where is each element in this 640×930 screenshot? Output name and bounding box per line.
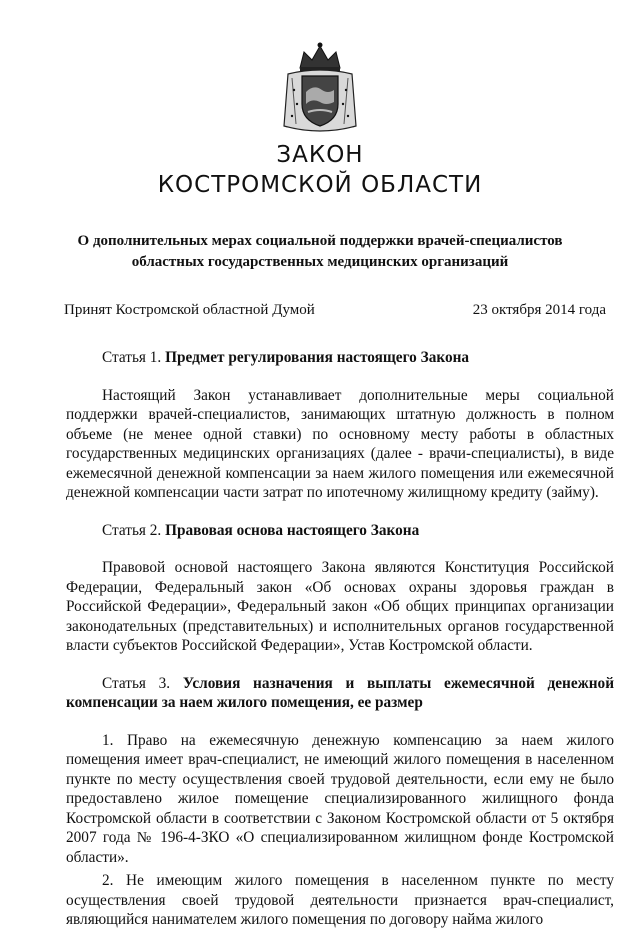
article-2-heading [66, 521, 614, 541]
adopted-date: 23 октября 2014 года [472, 302, 606, 318]
article-2-paragraph: Правовой основой настоящего Закона являются Конституция Российской Федерации, Федеральный закон «Об основах охраны здоровья граждан в Российской Федерации», Федеральный закон «Об общих принципах организации законодательных (представительных) и исполнительных органов государственной власти субъектов Российской Федерации», Устав Костромской области. [66, 559, 614, 654]
subtitle-line2: областных государственных медицинских организаций [131, 254, 509, 270]
coat-of-arms-icon [270, 40, 370, 140]
article-1-heading [66, 348, 614, 368]
article-3-paragraph-2: 2. Не имеющим жилого помещения в населенном пункте по месту осуществления своей трудовой деятельности признается врач-специалист, являющийся нанимателем жилого помещения по договору найма жилого [66, 872, 614, 928]
document-body [66, 348, 614, 930]
adoption-info [64, 300, 606, 320]
article-title: Предмет регулирования настоящего Закона [165, 349, 470, 366]
law-title [0, 140, 640, 200]
article-title: Условия назначения и выплаты ежемесячной денежной компенсации за наем жилого помещения, ее размер [66, 674, 615, 711]
adopted-by: Принят Костромской областной Думой [64, 302, 315, 318]
article-number: Статья 3. [102, 674, 171, 692]
law-subtitle [70, 231, 570, 273]
law-title-line1: ЗАКОН [276, 142, 364, 168]
article-3-heading [66, 674, 614, 713]
article-number: Статья 2. [102, 521, 162, 539]
article-3-paragraph-1: 1. Право на ежемесячную денежную компенсацию за наем жилого помещения имеет врач-специалист, не имеющий жилого помещения в населенном пункте по месту осуществления своей трудовой деятельности, если ему не было предоставлено жилое помещение специализированного жилищного фонда Костромской области в соответствии с Законом Костромской области от 5 октября 2007 года № 196-4-ЗКО «О специализированном жилищном фонде Костромской области». [66, 731, 614, 866]
subtitle-line1: О дополнительных мерах социальной поддержки врачей-специалистов [77, 233, 563, 249]
article-number: Статья 1. [102, 349, 162, 366]
article-title: Правовая основа настоящего Закона [165, 521, 420, 539]
article-1-paragraph: Настоящий Закон устанавливает дополнительные меры социальной поддержки врачей-специалистов, занимающих штатную должность в полном объеме (не менее одной ставки) по основному месту работы в областных государственных медицинских организациях (далее - врачи-специалисты), в виде ежемесячной денежной компенсации за наем жилого помещения или ежемесячной денежной компенсации части затрат по ипотечному жилищному кредиту (займу). [66, 386, 614, 501]
law-title-line2: КОСТРОМСКОЙ ОБЛАСТИ [157, 172, 483, 198]
